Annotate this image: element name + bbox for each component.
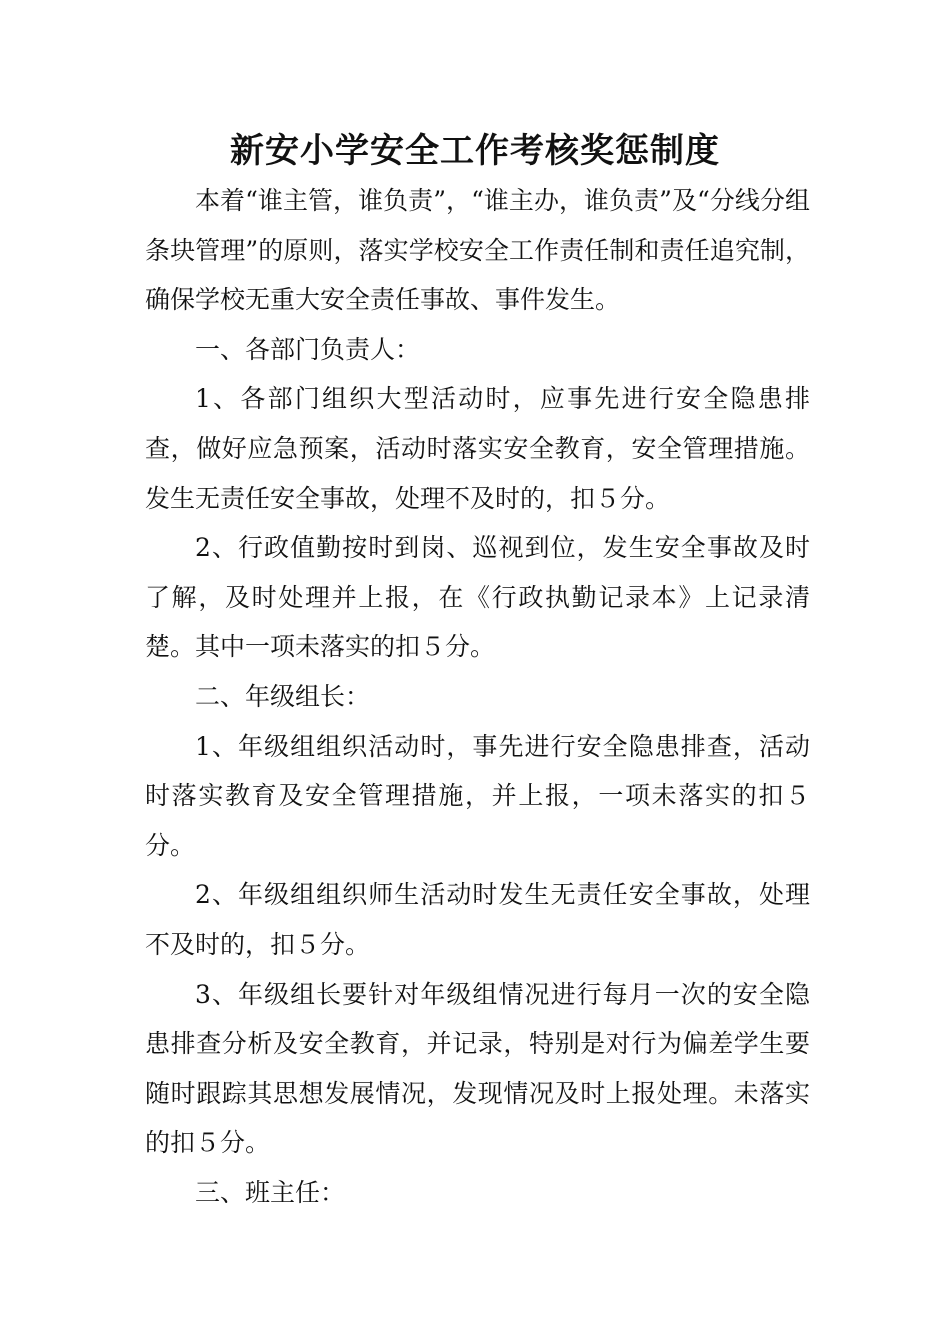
department-item-2: 2、行政值勤按时到岗、巡视到位，发生安全事故及时了解，及时处理并上报，在《行政执勤记录本》上记录清楚。其中一项未落实的扣５分。 bbox=[145, 533, 810, 662]
grade-item-2: 2、年级组组织师生活动时发生无责任安全事故，处理不及时的，扣５分。 bbox=[145, 880, 810, 959]
document-title: 新安小学安全工作考核奖惩制度 bbox=[230, 131, 720, 171]
intro-paragraph: 本着“谁主管，谁负责”，“谁主办，谁负责”及“分线分组条块管理”的原则，落实学校安全工作责任制和责任追究制，确保学校无重大安全责任事故、事件发生。 bbox=[145, 186, 810, 315]
grade-item-1: 1、年级组组织活动时，事先进行安全隐患排查，活动时落实教育及安全管理措施，并上报，一项未落实的扣５分。 bbox=[145, 731, 810, 860]
section-heading-class-teachers: 三、班主任： bbox=[195, 1177, 346, 1207]
section-heading-department-heads: 一、各部门负责人： bbox=[195, 334, 421, 364]
section-heading-grade-leaders: 二、年级组长： bbox=[195, 681, 371, 711]
department-item-1: 1、各部门组织大型活动时，应事先进行安全隐患排查，做好应急预案，活动时落实安全教育，安全管理措施。发生无责任安全事故，处理不及时的，扣５分。 bbox=[145, 384, 810, 513]
document-body bbox=[145, 176, 810, 1217]
grade-item-3: 3、年级组长要针对年级组情况进行每月一次的安全隐患排查分析及安全教育，并记录，特别是对行为偏差学生要随时跟踪其思想发展情况，发现情况及时上报处理。未落实的扣５分。 bbox=[145, 979, 810, 1158]
